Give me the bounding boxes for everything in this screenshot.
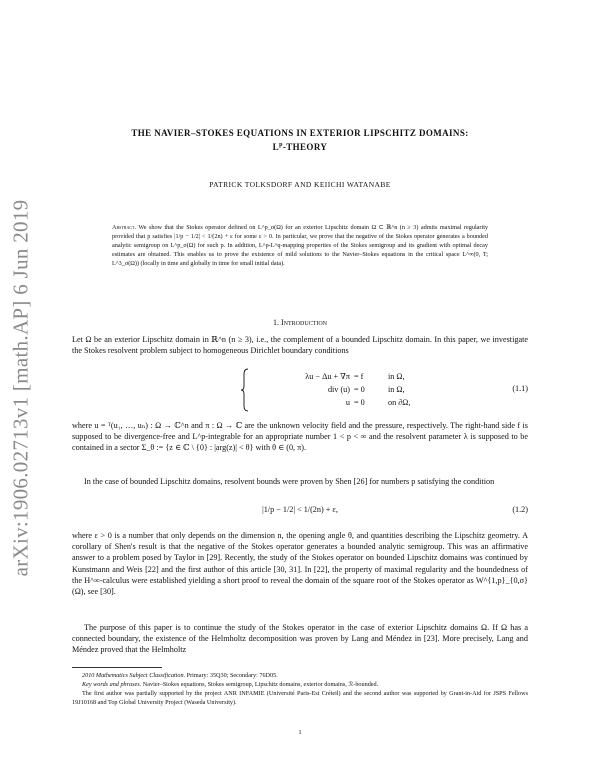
intro-paragraph-2: where u = ᵀ(u₁, …, uₙ) : Ω → ℂ^n and π : Ω → ℂ are the unknown velocity field and the pressure, respectively. The right-hand side f is supposed to be divergence-free and L^p-integrable for an appropriate number 1 < p < ∞ and the resolvent parameter λ is supposed to be contained in a sector Σ_θ := {z ∈ ℂ \ {0} : |arg(z)| < θ} with θ ∈ (0, π).	[72, 421, 528, 453]
system-lhs: λu − Δu + ∇π div (u) u	[305, 372, 350, 407]
system-brace	[240, 368, 249, 412]
footnote-keywords: Key words and phrases. Navier–Stokes equations, Stokes semigroup, Lipschitz domains, exterior domains, ℛ-bounded.	[82, 681, 379, 688]
paper-title	[72, 127, 528, 153]
system-domain: in Ω, in Ω, on ∂Ω,	[388, 372, 411, 407]
abstract-text: We show that the Stokes operator defined on L^p_σ(Ω) for an exterior Lipschitz domain Ω ⊂ ℝ^n (n ≥ 3) admits maximal regularity provided that p satisfies |1/p − 1/2| < 1/(2n) + ε for some ε > 0. In particular, we prove that the negative of the Stokes operator generates a bounded analytic semigroup on L^p_σ(Ω) for such p. In addition, L^p-L^q-mapping properties of the Stokes semigroup and its gradient with optimal decay estimates are obtained. This enables us to prove the existence of mild solutions to the Navier–Stokes equations in the critical space L^∞(0, T; L^3_σ(Ω)) (locally in time and globally in time for small initial data).	[112, 224, 489, 267]
footnote-msc: 2010 Mathematics Subject Classification. Primary: 35Q30; Secondary: 76D05.	[82, 672, 278, 679]
condition-equation: |1/p − 1/2| < 1/(2n) + ε,	[262, 505, 338, 514]
arxiv-identifier: arXiv:1906.02713v1 [math.AP] 6 Jun 2019	[8, 199, 33, 577]
footnote-rule	[72, 667, 162, 668]
abstract	[112, 223, 488, 268]
equation-number-1-2: (1.2)	[512, 505, 528, 514]
footnote-support: The first author was partially supported by the project ANR INFAMIE (Université Paris-Est Créteil) and the second author was supported by Grant-in-Aid for JSPS Fellows 19J10168 and Top Global University Project (Waseda University).	[72, 690, 528, 706]
intro-paragraph-3: In the case of bounded Lipschitz domains, resolvent bounds were proven by Shen [26] for numbers p satisfying the condition	[84, 477, 495, 486]
intro-paragraph-5: The purpose of this paper is to continue the study of the Stokes operator in the case of exterior Lipschitz domains Ω. If Ω has a connected boundary, the existence of the Helmholtz decomposition was proven by Lang and Méndez in [23]. More precisely, Lang and Méndez proved that the Helmholtz	[72, 623, 528, 655]
title-line-2: $L^p$-THEORY	[272, 142, 328, 152]
equation-number-1-1: (1.1)	[512, 384, 528, 393]
title-line-1: THE NAVIER–STOKES EQUATIONS IN EXTERIOR LIPSCHITZ DOMAINS:	[131, 128, 469, 138]
intro-paragraph-4: where ε > 0 is a number that only depends on the dimension n, the opening angle θ, and quantities describing the Lipschitz geometry. A corollary of Shen's result is that the negative of the Stokes operator generates a bounded analytic semigroup. This was an affirmative answer to a problem posed by Taylor in [29]. Recently, the study of the Stokes operator on bounded Lipschitz domains was continued by Kunstmann and Weis [22] and the first author of this article [30, 31]. In [22], the property of maximal regularity and the boundedness of the H^∞-calculus were established yielding a short proof to reveal the domain of the square root of the Stokes operator as W^{1,p}_{0,σ}(Ω), see [30].	[72, 531, 528, 597]
system-rhs: = f = 0 = 0	[354, 372, 365, 407]
intro-paragraph-1: Let Ω be an exterior Lipschitz domain in ℝ^n (n ≥ 3), i.e., the complement of a bounded Lipschitz domain. In this paper, we investigate the Stokes resolvent problem subject to homogeneous Dirichlet boundary conditions	[72, 335, 528, 356]
page-number: 1	[298, 729, 302, 736]
paper-authors: PATRICK TOLKSDORF AND KEIICHI WATANABE	[209, 180, 391, 189]
abstract-label: Abstract.	[112, 224, 137, 231]
section-heading: 1. Introduction	[273, 318, 327, 327]
